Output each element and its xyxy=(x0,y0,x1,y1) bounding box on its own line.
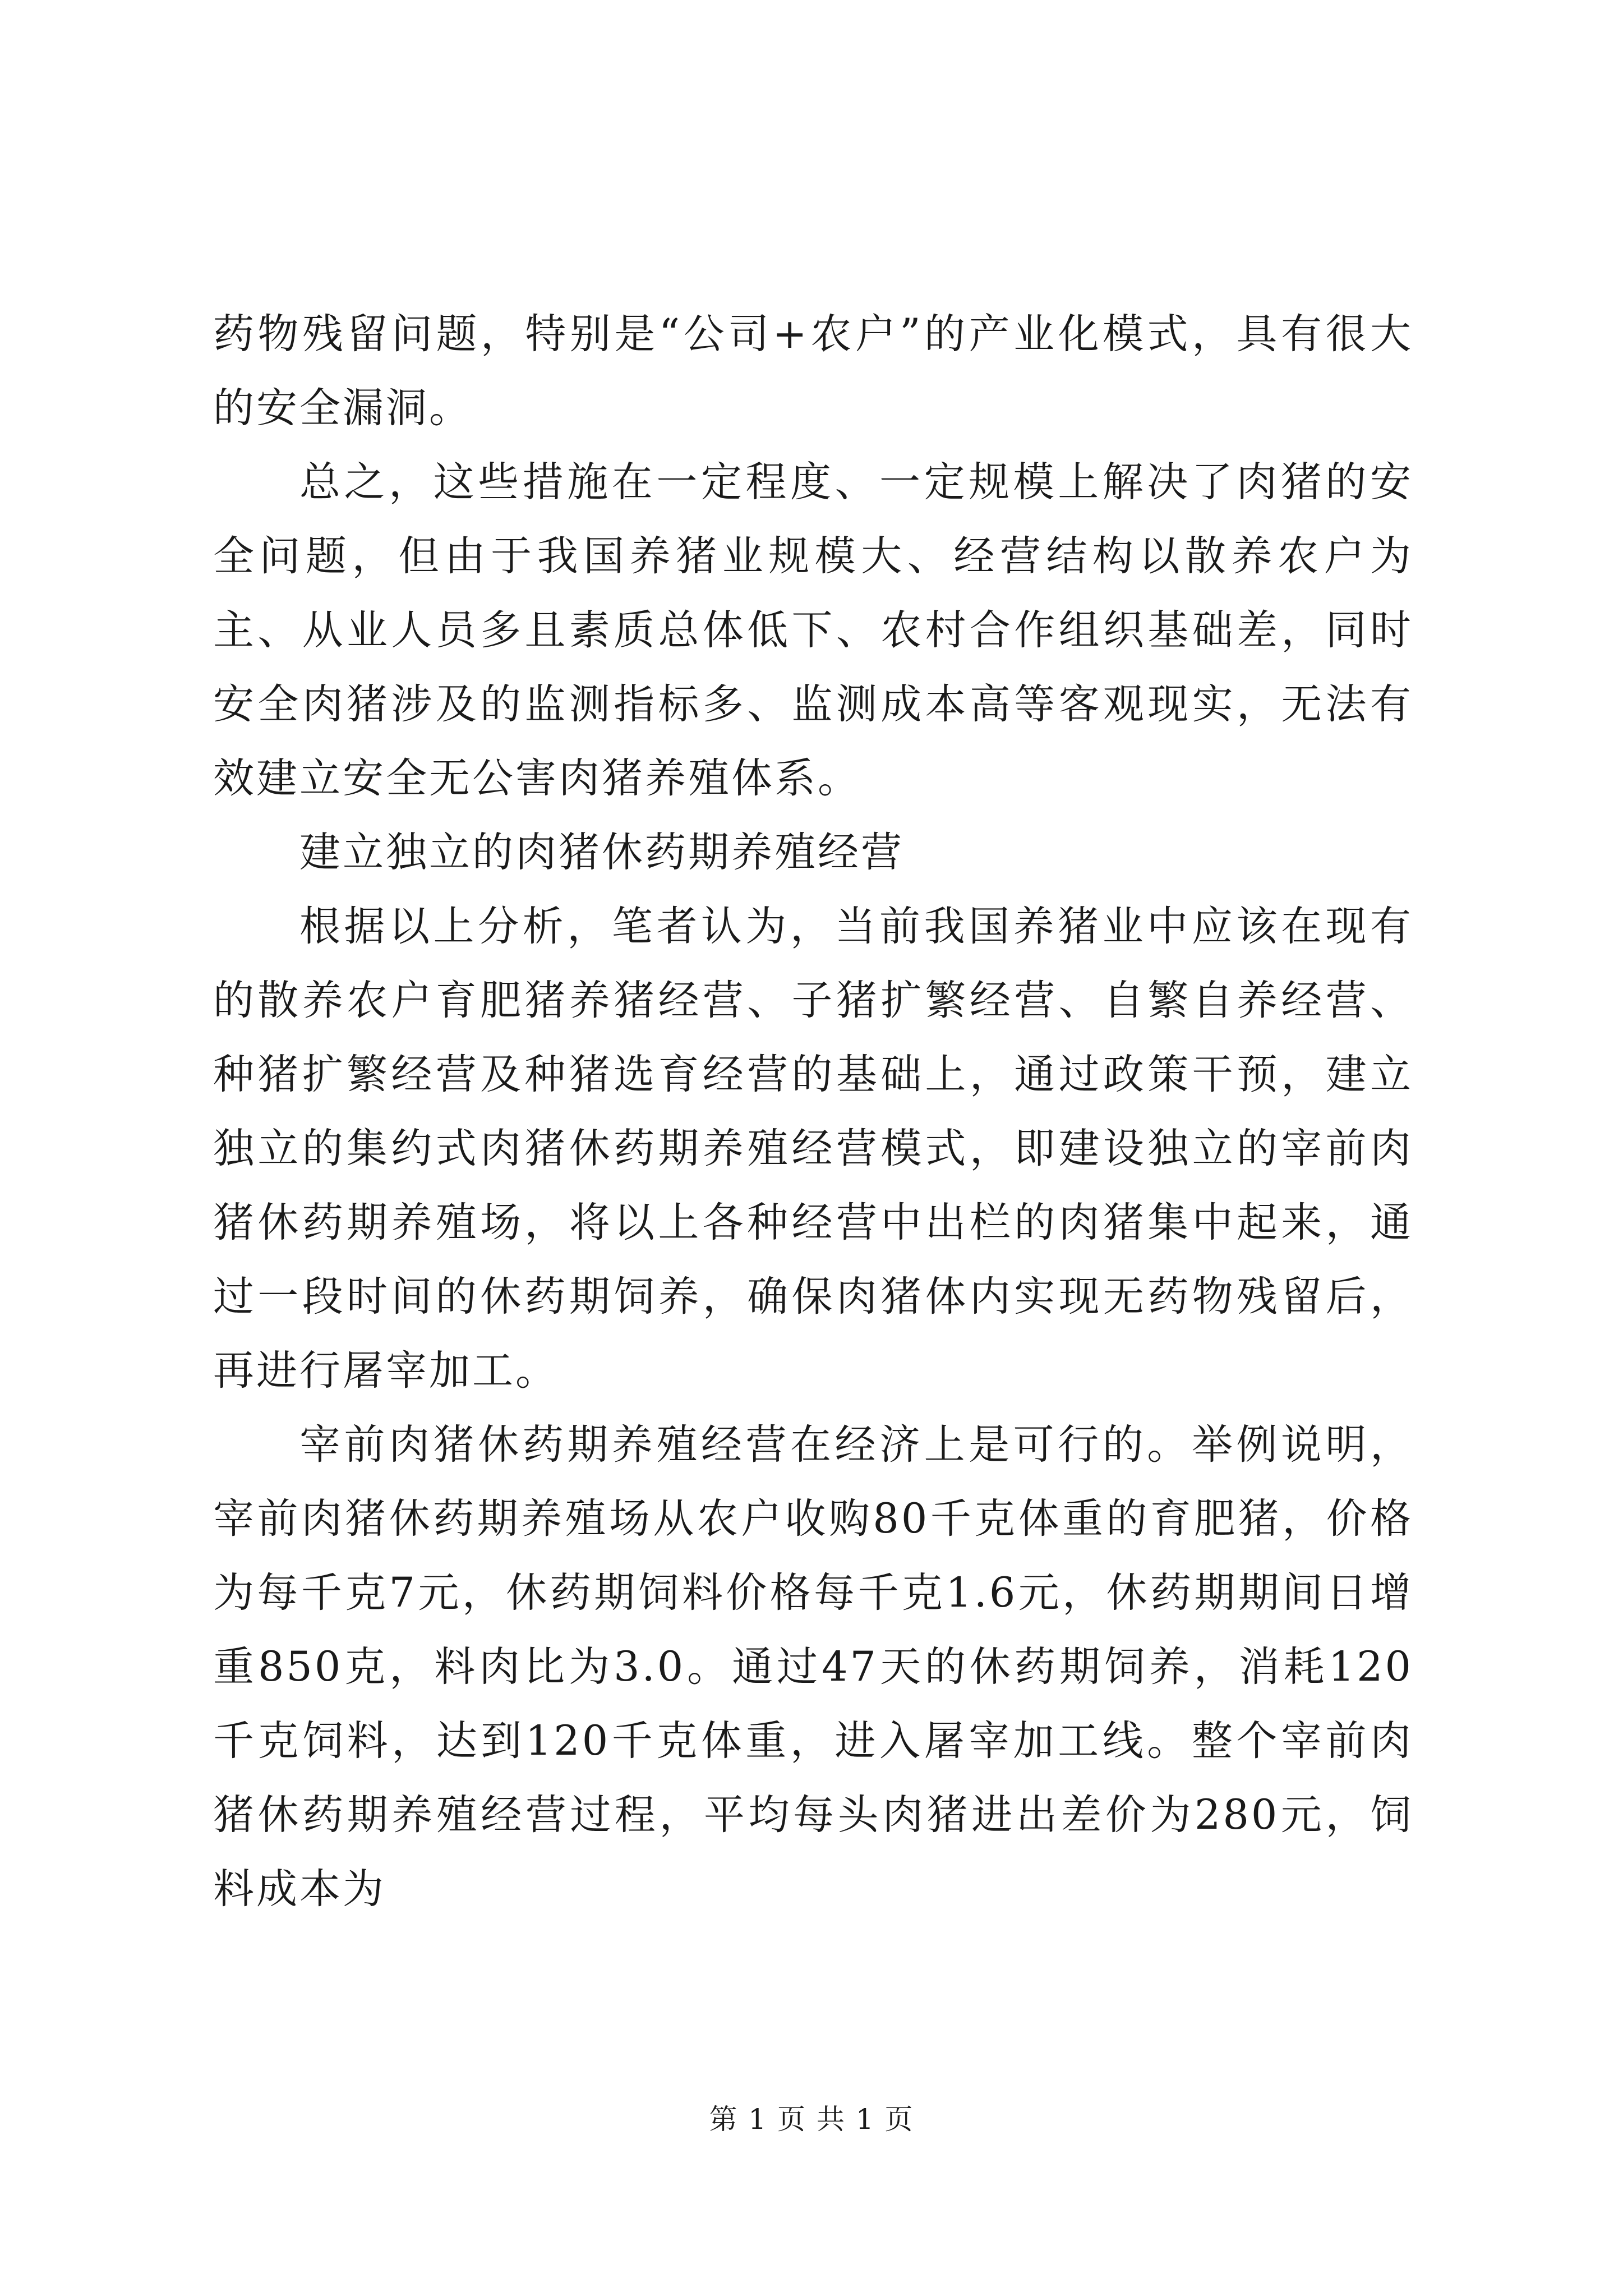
page-footer: 第 1 页 共 1 页 xyxy=(709,2103,914,2136)
document-body xyxy=(213,297,1413,1926)
paragraph-3: 根据以上分析，笔者认为，当前我国养猪业中应该在现有的散养农户育肥猪养猪经营、子猪扩繁经营、自繁自养经营、种猪扩繁经营及种猪选育经营的基础上，通过政策干预，建立独立的集约式肉猪休药期养殖经营模式，即建设独立的宰前肉猪休药期养殖场，将以上各种经营中出栏的肉猪集中起来，通过一段时间的休药期饲养，确保肉猪体内实现无药物残留后，再进行屠宰加工。 xyxy=(213,903,1413,1395)
paragraph-2: 总之，这些措施在一定程度、一定规模上解决了肉猪的安全问题，但由于我国养猪业规模大、经营结构以散养农户为主、从业人员多且素质总体低下、农村合作组织基础差，同时安全肉猪涉及的监测指标多、监测成本高等客观现实，无法有效建立安全无公害肉猪养殖体系。 xyxy=(213,458,1413,802)
paragraph-1: 药物残留问题，特别是“公司+农户”的产业化模式，具有很大的安全漏洞。 xyxy=(213,310,1413,432)
section-heading: 建立独立的肉猪休药期养殖经营 xyxy=(299,829,904,876)
paragraph-4: 宰前肉猪休药期养殖经营在经济上是可行的。举例说明，宰前肉猪休药期养殖场从农户收购80千克体重的育肥猪，价格为每千克7元，休药期饲料价格每千克1.6元，休药期期间日增重850克，料肉比为3.0。通过47天的休药期饲养，消耗120千克饲料，达到120千克体重，进入屠宰加工线。整个宰前肉猪休药期养殖经营过程，平均每头肉猪进出差价为280元，饲料成本为 xyxy=(213,1421,1413,1913)
